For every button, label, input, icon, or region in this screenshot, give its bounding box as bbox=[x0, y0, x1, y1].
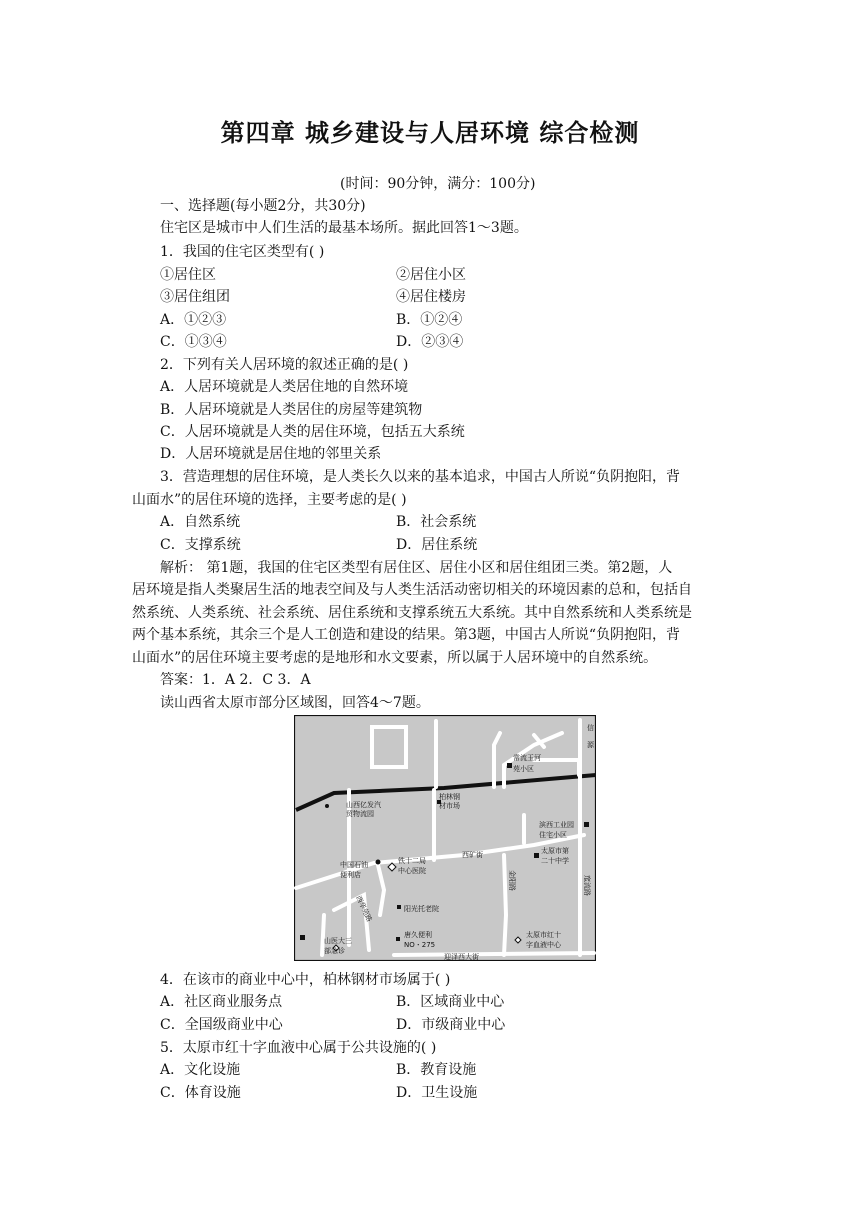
question-stem: 5．太原市红十字血液中心属于公共设施的( ) bbox=[160, 1040, 437, 1056]
answer-option: C．支撑系统 bbox=[160, 537, 241, 553]
answer-option: B．区域商业中心 bbox=[396, 994, 505, 1010]
map-label: 唐久便利 bbox=[404, 931, 432, 939]
map-label: 西矿街 bbox=[462, 851, 483, 859]
answer-option: A．人居环境就是人类居住地的自然环境 bbox=[160, 379, 409, 395]
list-item: ③居住组团 bbox=[160, 289, 230, 305]
taiyuan-district-map bbox=[294, 715, 596, 961]
map-label: 西华苑路 bbox=[354, 894, 374, 924]
section-heading: 一、选择题(每小题2分，共30分) bbox=[160, 198, 366, 214]
intro-text: 住宅区是城市中人们生活的最基本场所。据此回答1～3题。 bbox=[160, 220, 528, 236]
answer-option: B．人居环境就是人类居住的房屋等建筑物 bbox=[160, 402, 423, 418]
analysis-text: 居环境是指人类聚居生活的地表空间及与人类生活活动密切相关的环境因素的总和，包括自 bbox=[132, 582, 692, 598]
map-label: NO・275 bbox=[404, 941, 436, 949]
answer-option: D．卫生设施 bbox=[396, 1085, 478, 1101]
map-label: 窊流路 bbox=[583, 875, 591, 896]
analysis-text: 然系统、人类系统、社会系统、居住系统和支撑系统五大系统。其中自然系统和人类系统是 bbox=[132, 605, 692, 621]
map-label: 迎泽西大街 bbox=[444, 953, 479, 961]
answer-key: 答案：1．A 2．C 3．A bbox=[160, 672, 311, 688]
map-label: 源 bbox=[587, 741, 594, 749]
list-item: ①居住区 bbox=[160, 267, 216, 283]
answer-option: A．自然系统 bbox=[160, 514, 241, 530]
answer-option: B．教育设施 bbox=[396, 1062, 477, 1078]
answer-option: D．居住系统 bbox=[396, 537, 478, 553]
exam-meta: (时间：90分钟，满分：100分) bbox=[340, 176, 536, 192]
map-label: 字血液中心 bbox=[526, 941, 561, 949]
map-label: 便利店 bbox=[340, 871, 361, 879]
map-label: 山西亿发汽 bbox=[346, 801, 381, 809]
answer-option: D．人居环境就是居住地的邻里关系 bbox=[160, 446, 382, 462]
analysis-text: 解析： 第1题，我国的住宅区类型有居住区、居住小区和居住组团三类。第2题，人 bbox=[160, 560, 673, 576]
map-label: 滨西工业园 bbox=[539, 821, 574, 829]
answer-option: B．社会系统 bbox=[396, 514, 477, 530]
map-label: 信 bbox=[587, 724, 594, 732]
map-label: 铁十二局 bbox=[398, 857, 426, 865]
map-label: 常流玉河 bbox=[513, 754, 541, 762]
intro-text: 读山西省太原市部分区域图，回答4～7题。 bbox=[160, 695, 430, 711]
analysis-text: 山面水”的居住环境主要考虑的是地形和水文要素，所以属于人居环境中的自然系统。 bbox=[132, 650, 658, 666]
list-item: ④居住楼房 bbox=[396, 289, 466, 305]
answer-option: A．①②③ bbox=[160, 312, 227, 328]
map-label: 太原市第 bbox=[541, 847, 569, 855]
map-label: 太原市红十 bbox=[526, 931, 561, 939]
map-label: 金阳路 bbox=[508, 870, 516, 891]
map-label: 住宅小区 bbox=[539, 831, 567, 839]
answer-option: D．市级商业中心 bbox=[396, 1017, 506, 1033]
map-label: 苑小区 bbox=[513, 765, 534, 773]
map-label: 山医大三 bbox=[324, 937, 352, 945]
answer-option: D．②③④ bbox=[396, 334, 464, 350]
map-label: 部急诊 bbox=[324, 947, 345, 955]
answer-option: A．社区商业服务点 bbox=[160, 994, 283, 1010]
map-label: 材市场 bbox=[439, 802, 460, 810]
answer-option: C．人居环境就是人类的居住环境，包括五大系统 bbox=[160, 424, 465, 440]
question-stem: 3．营造理想的居住环境，是人类长久以来的基本追求，中国古人所说“负阴抱阳，背 bbox=[160, 469, 681, 485]
answer-option: A．文化设施 bbox=[160, 1062, 241, 1078]
answer-option: C．①③④ bbox=[160, 334, 227, 350]
analysis-text: 两个基本系统，其余三个是人工创造和建设的结果。第3题，中国古人所说“负阴抱阳，背 bbox=[132, 627, 681, 643]
map-label: 阳光托老院 bbox=[404, 905, 439, 913]
question-stem: 2．下列有关人居环境的叙述正确的是( ) bbox=[160, 357, 409, 373]
question-stem-continued: 山面水”的居住环境的选择，主要考虑的是( ) bbox=[132, 492, 407, 508]
map-label: 贸物流园 bbox=[346, 810, 374, 818]
list-item: ②居住小区 bbox=[396, 267, 466, 283]
map-label: 二十中学 bbox=[541, 857, 569, 865]
question-stem: 4．在该市的商业中心中，柏林钢材市场属于( ) bbox=[160, 972, 451, 988]
question-stem: 1．我国的住宅区类型有( ) bbox=[160, 244, 325, 260]
answer-option: C．全国级商业中心 bbox=[160, 1017, 283, 1033]
map-label: 柏林钢 bbox=[439, 793, 460, 801]
answer-option: C．体育设施 bbox=[160, 1085, 241, 1101]
answer-option: B．①②④ bbox=[396, 312, 463, 328]
page-title: 第四章 城乡建设与人居环境 综合检测 bbox=[220, 119, 640, 147]
map-label: 中心医院 bbox=[398, 867, 426, 875]
map-label: 中国石油 bbox=[340, 861, 368, 869]
